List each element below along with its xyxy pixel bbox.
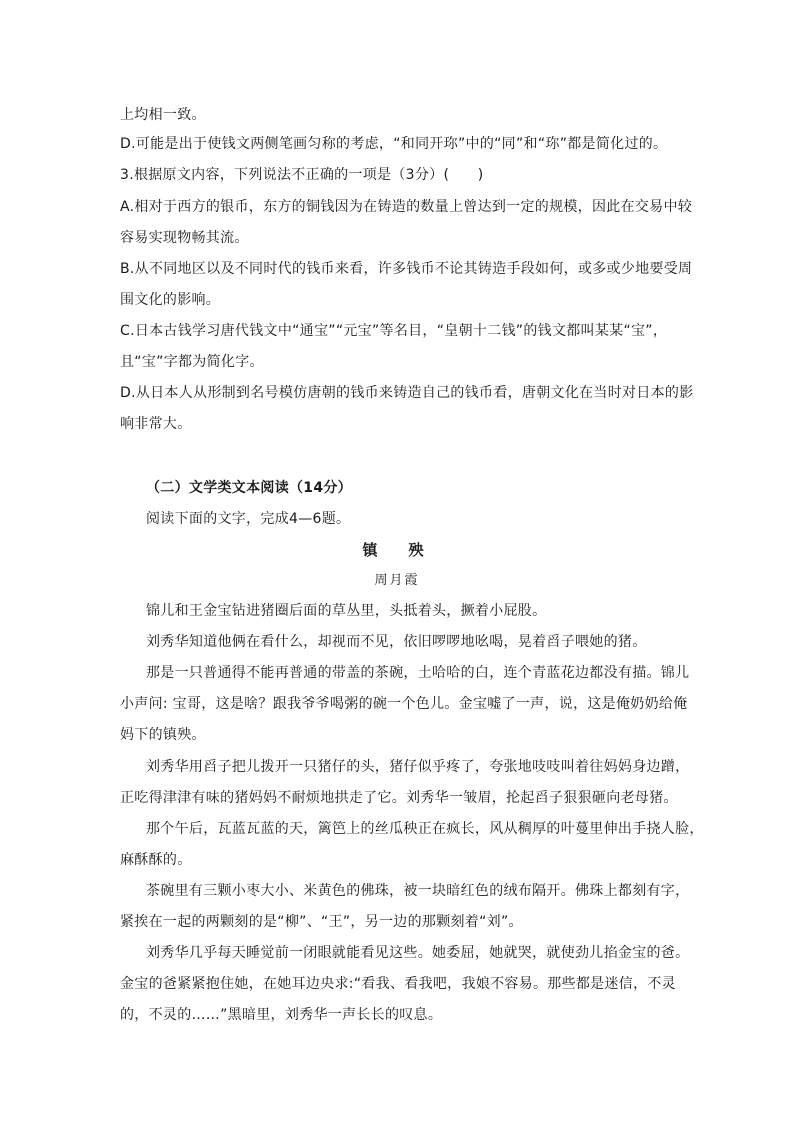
section-instruction: 阅读下面的文字，完成4—6题。 bbox=[146, 511, 351, 527]
story-paragraph-2: 刘秀华知道他俩在看什么，却视而不见，依旧啰啰地吆喝，晃着舀子喂她的猪。 bbox=[146, 634, 647, 650]
q3-option-c-line2: 且“宝”字都为简化字。 bbox=[120, 354, 264, 370]
story-paragraph-3-line3: 妈下的镇殃。 bbox=[120, 727, 206, 743]
story-paragraph-3-line1: 那是一只普通得不能再普通的带盖的茶碗，土哈哈的白，连个青蓝花边都没有描。锦儿 bbox=[146, 665, 690, 681]
story-paragraph-7-line3: 的，不灵的……”黑暗里，刘秀华一声长长的叹息。 bbox=[120, 1007, 443, 1023]
q2-line-tail: 上均相一致。 bbox=[120, 107, 206, 123]
q3-option-b-line2: 围文化的影响。 bbox=[120, 292, 221, 308]
story-title: 镇 殃 bbox=[362, 541, 432, 559]
story-paragraph-3-line2: 小声问: 宝哥，这是啥？跟我爷爷喝粥的碗一个色儿。金宝嘘了一声，说，这是俺奶奶给俺 bbox=[120, 696, 688, 712]
story-paragraph-1: 锦儿和王金宝钻进猪圈后面的草丛里，头抵着头，撅着小屁股。 bbox=[146, 603, 547, 619]
q3-option-c-line1: C.日本古钱学习唐代钱文中“通宝”“元宝”等名目，“皇朝十二钱”的钱文都叫某某“宝”， bbox=[120, 323, 668, 339]
q3-stem: 3.根据原文内容，下列说法不正确的一项是（3分）( ) bbox=[120, 167, 484, 183]
story-paragraph-6-line2: 紧挨在一起的两颗刻的是“柳”、“王”，另一边的那颗刻着“刘”。 bbox=[120, 914, 523, 930]
story-paragraph-7-line1: 刘秀华几乎每天睡觉前一闭眼就能看见这些。她委屈，她就哭，就使劲儿掐金宝的爸。 bbox=[146, 945, 690, 961]
story-paragraph-6-line1: 茶碗里有三颗小枣大小、米黄色的佛珠，被一块暗红色的绒布隔开。佛珠上都刻有字， bbox=[146, 883, 690, 899]
story-paragraph-5-line2: 麻酥酥的。 bbox=[120, 852, 192, 868]
q2-option-d: D.可能是出于使钱文两侧笔画匀称的考虑，“和同开珎”中的“同”和“珎”都是简化过的。 bbox=[120, 136, 668, 152]
q3-option-b-line1: B.从不同地区以及不同时代的钱币来看，许多钱币不论其铸造手段如何，或多或少地要受周 bbox=[120, 261, 693, 277]
q3-option-a-line1: A.相对于西方的银币，东方的铜钱因为在铸造的数量上曾达到一定的规模，因此在交易中较 bbox=[120, 199, 693, 215]
story-paragraph-4-line1: 刘秀华用舀子把儿拨开一只猪仔的头，猪仔似乎疼了，夸张地吱吱叫着往妈妈身边蹭， bbox=[146, 759, 690, 775]
q3-option-d-line1: D.从日本人从形制到名号模仿唐朝的钱币来铸造自己的钱币看，唐朝文化在当时对日本的影 bbox=[120, 385, 694, 401]
story-author: 周月霞 bbox=[374, 573, 420, 588]
story-paragraph-4-line2: 正吃得津津有味的猪妈妈不耐烦地拱走了它。刘秀华一皱眉，抡起舀子狠狠砸向老母猪。 bbox=[120, 790, 678, 806]
story-paragraph-7-line2: 金宝的爸紧紧抱住她，在她耳边央求:“看我、看我吧，我娘不容易。那些都是迷信，不灵 bbox=[120, 976, 676, 992]
story-paragraph-5-line1: 那个午后，瓦蓝瓦蓝的天，篱笆上的丝瓜秧正在疯长，风从稠厚的叶蔓里伸出手挠人脸， bbox=[146, 821, 704, 837]
q3-option-a-line2: 容易实现物畅其流。 bbox=[120, 230, 249, 246]
section-heading: （二）文学类文本阅读（14分） bbox=[146, 480, 352, 496]
q3-option-d-line2: 响非常大。 bbox=[120, 416, 192, 432]
